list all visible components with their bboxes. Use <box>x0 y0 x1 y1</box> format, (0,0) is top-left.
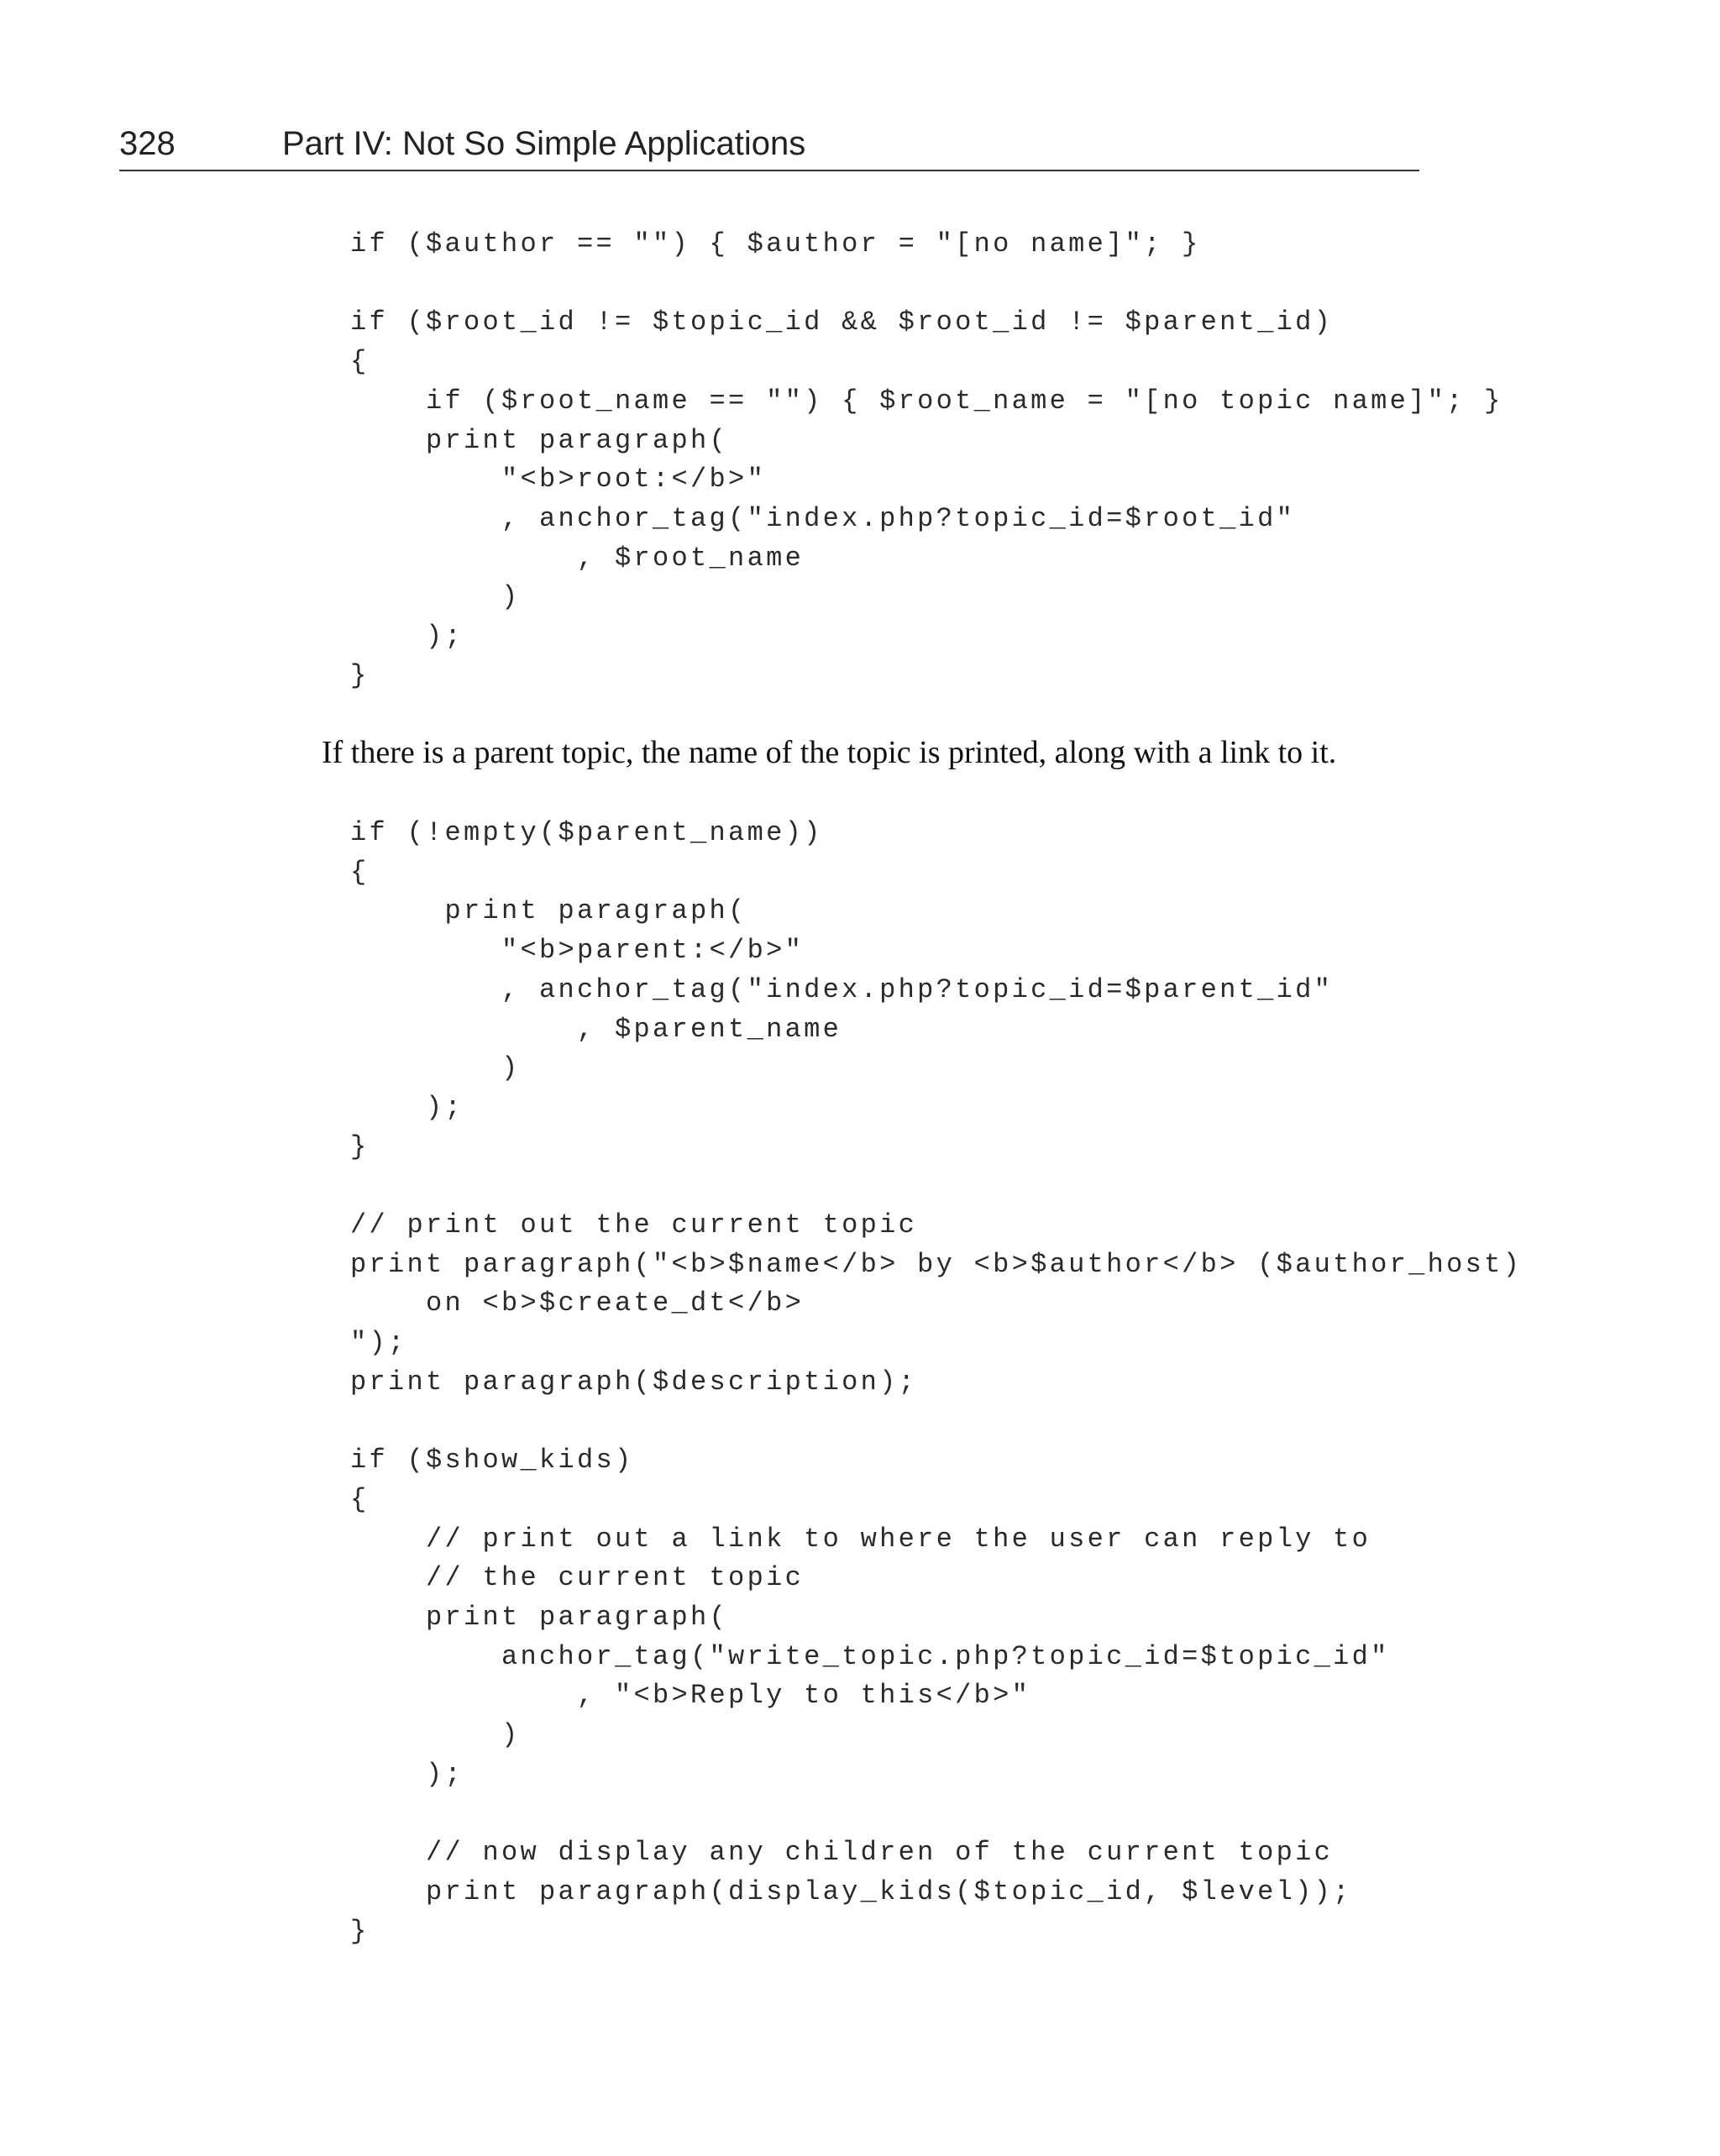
code-block-root-topic: if ($author == "") { $author = "[no name]"; } if ($root_id != $topic_id && $root_id != $parent_id) { if ($root_name == "") { $root_name = "[no topic name]"; } print paragraph( "<b>root:</b>" , anchor_tag("index.php?topic_id=$root_id" , $root_name ) ); } <box>350 228 1503 691</box>
running-head: Part IV: Not So Simple Applications <box>282 125 806 162</box>
page-number: 328 <box>119 125 176 162</box>
body-paragraph: If there is a parent topic, the name of the topic is printed, along with a link to it. <box>322 735 1337 770</box>
page-header <box>119 118 1419 171</box>
code-block-parent-topic: if (!empty($parent_name)) { print paragraph( "<b>parent:</b>" , anchor_tag("index.php?topic_id=$parent_id" , $parent_name ) ); } // print out the current topic print paragraph("<b>$name</b> by <b>$author</b> ($author_host) on <b>$create_dt</b> "); print paragraph($description); if ($show_kids) { // print out a link to where the user can reply to // the current topic print paragraph( anchor_tag("write_topic.php?topic_id=$topic_id" , "<b>Reply to this</b>" ) ); // now display any children of the current topic print paragraph(display_kids($topic_id, $level)); } <box>350 817 1523 1947</box>
